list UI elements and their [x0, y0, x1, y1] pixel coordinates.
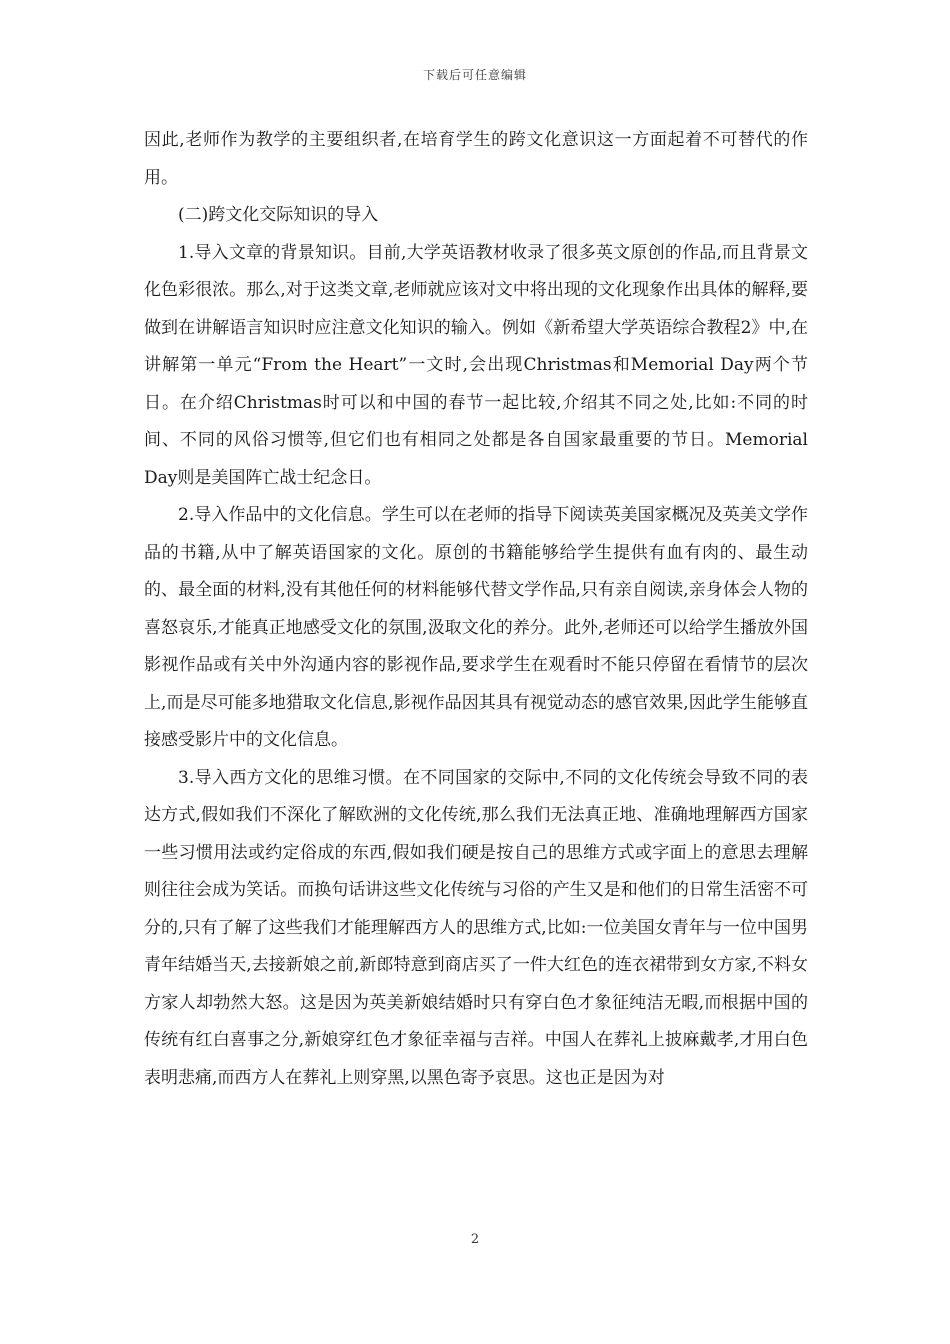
paragraph-3: 3.导入西方文化的思维习惯。在不同国家的交际中,不同的文化传统会导致不同的表达方式,假如我们不深化了解欧洲的文化传统,那么我们无法真正地、准确地理解西方国家一些习惯用法或约定俗成的东西,假如我们硬是按自己的思维方式或字面上的意思去理解则往往会成为笑话。而换句话讲这些文化传统与习俗的产生又是和他们的日常生活密不可分的,只有了解了这些我们才能理解西方人的思维方式,比如:一位美国女青年与一位中国男青年结婚当天,去接新娘之前,新郎特意到商店买了一件大红色的连衣裙带到女方家,不料女方家人却勃然大怒。这是因为英美新娘结婚时只有穿白色才象征纯洁无暇,而根据中国的传统有红白喜事之分,新娘穿红色才象征幸福与吉祥。中国人在葬礼上披麻戴孝,才用白色表明悲痛,而西方人在葬礼上则穿黑,以黑色寄予哀思。这也正是因为对	[144, 767, 808, 1088]
section-heading: (二)跨文化交际知识的导入	[178, 205, 379, 225]
page-number: 2	[470, 1232, 480, 1247]
paragraph-2: 2.导入作品中的文化信息。学生可以在老师的指导下阅读英美国家概况及英美文学作品的书籍,从中了解英语国家的文化。原创的书籍能够给学生提供有血有肉的、最生动的、最全面的材料,没有其他任何的材料能够代替文学作品,只有亲自阅读,亲身体会人物的喜怒哀乐,才能真正地感受文化的氛围,汲取文化的养分。此外,老师还可以给学生播放外国影视作品或有关中外沟通内容的影视作品,要求学生在观看时不能只停留在看情节的层次上,而是尽可能多地猎取文化信息,影视作品因其具有视觉动态的感官效果,因此学生能够直接感受影片中的文化信息。	[144, 505, 808, 750]
paragraph-1: 1.导入文章的背景知识。目前,大学英语教材收录了很多英文原创的作品,而且背景文化色彩很浓。那么,对于这类文章,老师就应该对文中将出现的文化现象作出具体的解释,要做到在讲解语言知识时应注意文化知识的输入。例如《新希望大学英语综合教程2》中,在讲解第一单元“From the Heart”一文时,会出现Christmas和Memorial Day两个节日。在介绍Christmas时可以和中国的春节一起比较,介绍其不同之处,比如:不同的时间、不同的风俗习惯等,但它们也有相同之处都是各自国家最重要的节日。Memorial Day则是美国阵亡战士纪念日。	[144, 242, 808, 488]
paragraph-intro: 因此,老师作为教学的主要组织者,在培育学生的跨文化意识这一方面起着不可替代的作用。	[144, 130, 808, 188]
document-body	[144, 122, 808, 1097]
page-header: 下载后可任意编辑	[422, 68, 527, 82]
